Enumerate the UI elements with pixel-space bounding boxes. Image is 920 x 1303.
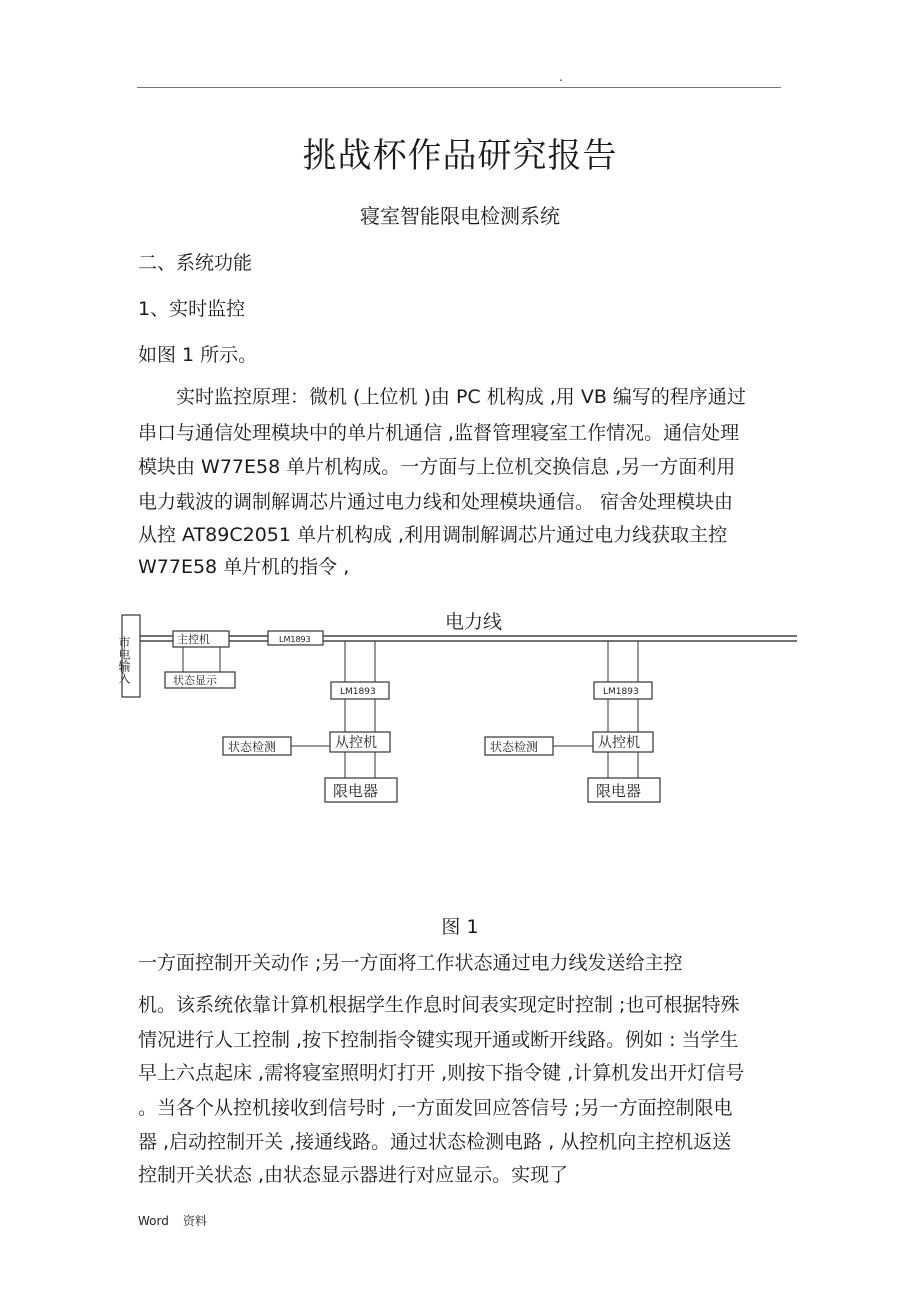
- unit1-modem-label: LM1893: [340, 687, 376, 697]
- paragraph-line: 。当各个从控机接收到信号时 ,一方面发回应答信号 ;另一方面控制限电: [138, 1097, 733, 1119]
- page-title: 挑战杯作品研究报告: [302, 136, 618, 176]
- master-label: 主控机: [177, 633, 210, 646]
- footer-word: Word: [138, 1214, 169, 1228]
- paragraph-line: W77E58 单片机的指令 ,: [138, 556, 350, 578]
- paragraph-line: 早上六点起床 ,需将寝室照明灯打开 ,则按下指令键 ,计算机发出开灯信号: [138, 1062, 745, 1084]
- paragraph-line: 机。该系统依靠计算机根据学生作息时间表实现定时控制 ;也可根据特殊: [138, 994, 740, 1016]
- paragraph-line: 实时监控原理：微机 (上位机 )由 PC 机构成 ,用 VB 编写的程序通过: [138, 386, 746, 408]
- footer-label: 资料: [182, 1214, 207, 1228]
- paragraph-line: 从控 AT89C2051 单片机构成 ,利用调制解调芯片通过电力线获取主控: [138, 524, 728, 546]
- header-dot: .: [559, 70, 563, 84]
- unit2-limiter-label: 限电器: [596, 782, 642, 800]
- unit2-slave-label: 从控机: [598, 735, 640, 751]
- paragraph-line: 器 ,启动控制开关 ,接通线路。通过状态检测电路 , 从控机向主控机返送: [138, 1131, 732, 1153]
- system-diagram: [105, 590, 813, 902]
- power-line-label: 电力线: [445, 611, 503, 633]
- unit2-modem-label: LM1893: [603, 687, 639, 697]
- unit1-detect-label: 状态检测: [228, 740, 277, 754]
- paragraph-line: 串口与通信处理模块中的单片机通信 ,监督管理寝室工作情况。通信处理: [138, 422, 740, 444]
- paragraph-line: 一方面控制开关动作 ;另一方面将工作状态通过电力线发送给主控: [138, 952, 683, 974]
- paragraph-line: 电力载波的调制解调芯片通过电力线和处理模块通信。 宿舍处理模块由: [138, 491, 734, 513]
- section-heading: 二、系统功能: [138, 252, 253, 274]
- page-footer: [138, 1212, 207, 1229]
- intro-line: 如图 1 所示。: [138, 344, 258, 366]
- mains-input-label: 市电输入: [117, 636, 131, 684]
- unit1-limiter-label: 限电器: [333, 782, 379, 800]
- status-display-label: 状态显示: [173, 674, 217, 687]
- master-modem-label: LM1893: [279, 635, 311, 644]
- subtitle: 寝室智能限电检测系统: [360, 204, 560, 228]
- figure-caption: 图 1: [441, 916, 479, 938]
- unit1-slave-label: 从控机: [335, 735, 377, 751]
- paragraph-line: 情况进行人工控制 ,按下控制指令键实现开通或断开线路。例如 : 当学生: [138, 1029, 739, 1051]
- paragraph-line: 控制开关状态 ,由状态显示器进行对应显示。实现了: [138, 1164, 569, 1186]
- paragraph-line: 模块由 W77E58 单片机构成。一方面与上位机交换信息 ,另一方面利用: [138, 456, 736, 478]
- unit2-detect-label: 状态检测: [490, 740, 539, 754]
- subsection-heading: 1、实时监控: [138, 298, 246, 320]
- header-rule: [137, 87, 781, 88]
